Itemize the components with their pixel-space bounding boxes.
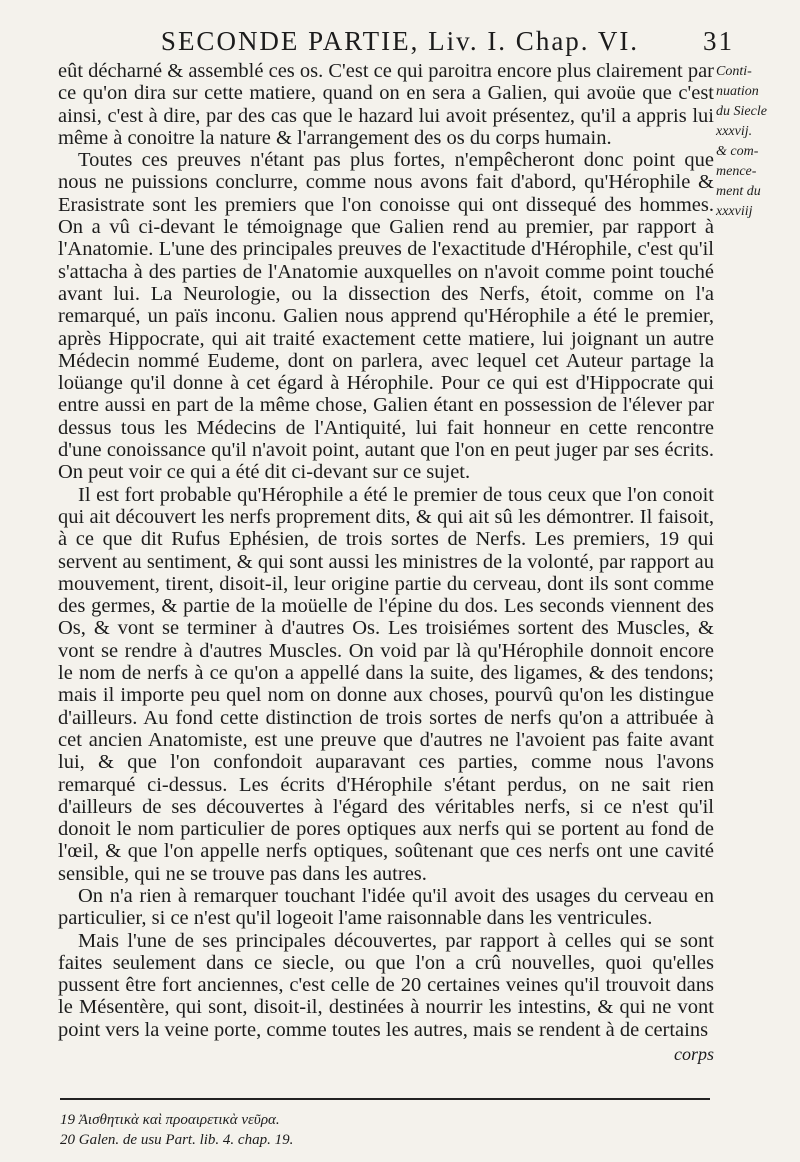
margin-note <box>716 62 796 222</box>
margin-note-line: Conti- <box>716 64 752 79</box>
main-text <box>58 60 714 1041</box>
paragraph: On n'a rien à remarquer touchant l'idée qu'il avoit des usages du cerveau en particulier, si ce n'est qu'il logeoit l'ame raisonnable dans les ventricules. <box>58 884 714 930</box>
footnote: 20 Galen. de usu Part. lib. 4. chap. 19. <box>60 1132 294 1148</box>
paragraph: Toutes ces preuves n'étant pas plus fortes, n'empêcheront donc point que nous ne puissions conclurre, comme nous avons fait d'abord, qu'Hérophile & Erasistrate sont les premiers que l'on conoisse qui ont dissequé des hommes. On a vû ci-devant le témoignage que Galien rend au premier, par rapport à l'Anatomie. L'une des principales preuves de l'exactitude d'Hérophile, c'est qu'il s'attacha à des parties de l'Anatomie auxquelles on n'avoit comme point touché avant lui. La Neurologie, ou la dissection des Nerfs, étoit, comme on l'a remarqué, un païs inconu. Galien nous apprend qu'Hérophile a été le premier, après Hippocrate, qui ait traité exactement cette matiere, lui joignant un autre Médecin nommé Eudeme, dont on parlera, avec lequel cet Auteur partage la loüange qu'il donne à cet égard à Hérophile. Pour ce qui est d'Hippocrate qui entre aussi en part de la même chose, Galien étant en possession de l'élever par dessus tous les Médecins de l'Antiquité, lui fait honneur en cette rencontre d'une conoissance qu'il n'avoit point, autant que l'on en peut juger par ses écrits. On peut voir ce qui a été dit ci-devant sur ce sujet. <box>58 149 714 484</box>
running-head <box>90 26 734 57</box>
footnotes <box>60 1110 710 1150</box>
margin-note-line: mence- <box>716 164 757 179</box>
running-head-title: SECONDE PARTIE, Liv. I. Chap. VI. <box>160 26 640 56</box>
page-number: 31 <box>703 26 734 56</box>
margin-note-line: du Siecle <box>716 104 767 119</box>
footnote: 19 Ἀισθητικὰ καὶ προαιρετικὰ νεῦρα. <box>60 1112 280 1128</box>
margin-note-line: xxxvij. <box>716 124 753 139</box>
margin-note-line: xxxviij <box>716 204 753 219</box>
paragraph: Il est fort probable qu'Hérophile a été le premier de tous ceux que l'on conoit qui ait découvert les nerfs proprement dits, & qui ait sû les démontrer. Il faisoit, à ce que dit Rufus Ephésien, de trois sortes de Nerfs. Les premiers, 19 qui servent au sentiment, & qui sont aussi les ministres de la volonté, par rapport au mouvement, tirent, disoit-il, leur origine partie du cerveau, dont ils sont comme des germes, & partie de la moüelle de l'épine du dos. Les seconds viennent des Os, & vont se terminer à d'autres Os. Les troisiémes sortent des Muscles, & vont se rendre à d'autres Muscles. On void par là qu'Hérophile donnoit encore le nom de nerfs à ce qu'on a appellé dans la suite, des ligames, & des tendons; mais il importe peu quel nom on donne aux choses, pourvû qu'on les distingue d'ailleurs. Au fond cette distinction de trois sortes de nerfs qu'on a attribuée à cet ancien Anatomiste, est une preuve que d'autres ne l'avoient pas faite avant lui, & que l'on confondoit auparavant ces parties, comme nous l'avons remarqué ci-dessus. Les écrits d'Hérophile s'étant perdus, on ne sait rien d'ailleurs de ses découvertes à l'égard des véritables nerfs, si ce n'est qu'il donoit le nom particulier de pores optiques aux nerfs qui se portent au fond de l'œil, & que l'on appelle nerfs optiques, soûtenant que ces nerfs ont une cavité sensible, qui ne se trouve pas dans les autres. <box>58 483 714 885</box>
catchword: corps <box>674 1044 714 1064</box>
paragraph: Mais l'une de ses principales découvertes, par rapport à celles qui se sont faites seulement dans ce siecle, ou que l'on a crû nouvelles, quoi qu'elles pussent être fort anciennes, c'est celle de 20 certaines veines qu'il trouvoit dans le Mésentère, qui sont, disoit-il, destinées à nourrir les intestins, & qui ne vont point vers la veine porte, comme toutes les autres, mais se rendent à de certains <box>58 929 714 1041</box>
margin-note-line: nuation <box>716 84 759 99</box>
margin-note-line: & com- <box>716 144 759 159</box>
margin-note-line: ment du <box>716 184 761 199</box>
footnote-rule <box>60 1098 710 1100</box>
paragraph: eût décharné & assemblé ces os. C'est ce qui paroitra encore plus clairement par ce qu'on dira sur cette matiere, quand on en sera a Galien, qui avoüe que c'est ainsi, c'est à dire, par des cas que le hazard lui avoit présentez, qu'il a appris lui même à conoitre la nature & l'arrangement des os du corps humain. <box>58 60 715 149</box>
